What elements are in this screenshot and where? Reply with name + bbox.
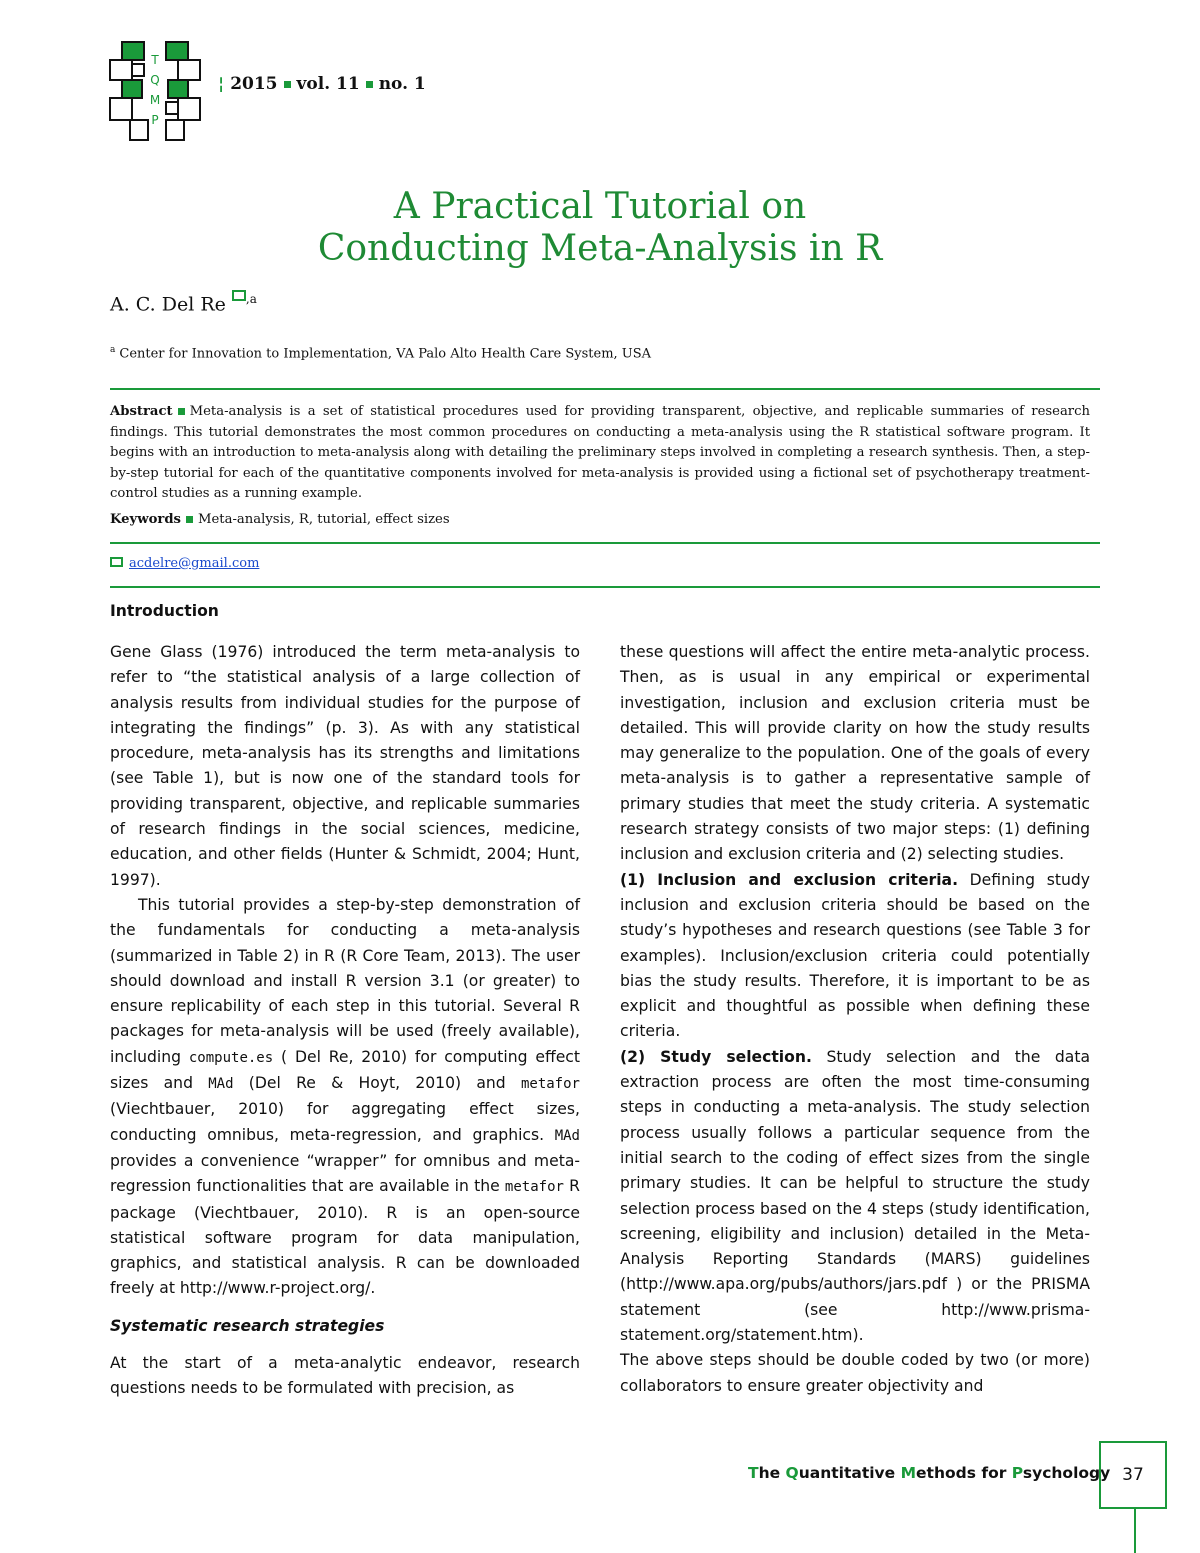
journal-name-part: uantitative <box>798 1464 901 1482</box>
paragraph: Gene Glass (1976) introduced the term meta-analysis to refer to “the statistical analysis of a large collection of analysis results from individual studies for the purpose of integrating the findings” (p. 3). As with any statistical procedure, meta-analysis has its strengths and limitations (see Table 1), but is now one of the standard tools for providing transparent, objective, and replicable summaries of research findings in the social sciences, medicine, education, and other fields (Hunter & Schmidt, 2004; Hunt, 1997). <box>110 643 580 889</box>
abstract <box>110 402 1090 505</box>
issue-divider: ¦ <box>218 74 225 94</box>
paragraph <box>620 868 1090 1045</box>
journal-name-part: T <box>748 1464 759 1482</box>
separator-square-icon <box>366 81 373 88</box>
package-name: MAd <box>554 1127 580 1144</box>
journal-name-part: M <box>900 1464 917 1482</box>
issue-number: no. 1 <box>378 74 426 94</box>
contact-email <box>110 556 259 571</box>
step-label: (1) Inclusion and exclusion criteria. <box>620 870 958 889</box>
affiliation-text: Center for Innovation to Implementation, VA Palo Alto Health Care System, USA <box>119 346 652 362</box>
text-run: (Viechtbauer, 2010) for aggregating effect sizes, conducting omnibus, meta-regression, and graphics. <box>110 1100 580 1144</box>
keywords-text: Meta-analysis, R, tutorial, effect sizes <box>197 512 450 527</box>
author-affil-mark: ,a <box>245 292 257 306</box>
affiliation-mark: a <box>110 345 116 355</box>
paragraph: The above steps should be double coded by two (or more) collaborators to ensure greater objectivity and <box>620 1351 1090 1395</box>
text-run: This tutorial provides a step-by-step demonstration of the fundamentals for conducting a meta-analysis (summarized in Table 2) in R (R Core Team, 2013). The user should download and install R version 3.1 (or greater) to ensure replicability of each step in this tutorial. Several R packages for meta-analysis will be used (freely available), including <box>110 895 580 1066</box>
section-heading-introduction: Introduction <box>110 602 219 620</box>
mail-icon[interactable] <box>232 290 246 301</box>
title-line-1: A Practical Tutorial on <box>393 186 807 227</box>
page-marker-line <box>1134 1509 1136 1553</box>
text-run: provides a convenience “wrapper” for omnibus and meta-regression functionalities that are available in the <box>110 1151 580 1196</box>
logo-letter-m: M <box>149 93 161 107</box>
separator-square-icon <box>186 516 193 523</box>
issue-year: 2015 <box>230 74 278 94</box>
mail-icon <box>110 557 123 567</box>
author-line <box>110 292 257 315</box>
text-run: Defining study inclusion and exclusion criteria should be based on the study’s hypotheses and research questions (see Table 3 for examples). Inclusion/exclusion criteria could potentially bias the study results. Therefore, it is important to be as explicit and thoughtful as possible when defining these criteria. <box>620 870 1090 1041</box>
issue-volume: vol. 11 <box>296 74 360 94</box>
journal-name <box>748 1464 1110 1482</box>
journal-name-part: ethods for <box>916 1464 1012 1482</box>
separator-square-icon <box>178 408 185 415</box>
package-name: compute.es <box>188 1049 274 1066</box>
author-name: A. C. Del Re <box>110 293 226 316</box>
paragraph <box>620 1045 1090 1349</box>
paragraph: these questions will affect the entire meta-analytic process. Then, as is usual in any empirical or experimental investigation, inclusion and exclusion criteria must be detailed. This will provide clarity on how the study results may generalize to the population. One of the goals of every meta-analysis is to gather a representative sample of primary studies that meet the study criteria. A systematic research strategy consists of two major steps: (1) defining inclusion and exclusion criteria and (2) selecting studies. <box>620 643 1090 864</box>
body-column-left <box>110 640 580 1402</box>
journal-name-part: Q <box>785 1464 799 1482</box>
paper-title <box>0 186 1200 270</box>
affiliation <box>110 345 651 361</box>
logo-letter-p: P <box>151 113 159 127</box>
keywords-label: Keywords <box>110 512 181 527</box>
logo-letter-q: Q <box>150 73 160 87</box>
paragraph: At the start of a meta-analytic endeavor, research questions needs to be formulated with precision, as <box>110 1354 580 1398</box>
divider-bottom <box>110 586 1100 588</box>
abstract-label: Abstract <box>110 404 173 419</box>
email-link[interactable]: acdelre@gmail.com <box>129 556 260 571</box>
logo-letter-t: T <box>151 53 159 67</box>
text-run: (Del Re & Hoyt, 2010) and <box>233 1074 521 1093</box>
abstract-text: Meta-analysis is a set of statistical procedures used for providing transparent, objective, and replicable summaries of research findings. This tutorial demonstrates the most common procedures on conducting a meta-analysis using the R statistical software program. It begins with an introduction to meta-analysis along with detailing the preliminary steps involved in completing a research synthesis. Then, a step-by-step tutorial for each of the quantitative components involved for meta-analysis is provided using a fictional set of psychotherapy treatment-control studies as a running example. <box>110 404 1090 501</box>
issue-info <box>218 74 426 94</box>
separator-square-icon <box>284 81 291 88</box>
text-run: R package (Viechtbauer, 2010). R is an open-source statistical software program for data manipulation, graphics, and statistical analysis. R can be downloaded freely at http://www.r-project.org/. <box>110 1177 580 1298</box>
step-label: (2) Study selection. <box>620 1047 812 1066</box>
body-column-right <box>620 640 1090 1399</box>
package-name: MAd <box>208 1076 234 1093</box>
text-run: Study selection and the data extraction process are often the most time-consuming steps in conducting a meta-analysis. The study selection process usually follows a particular sequence from the initial search to the coding of effect sizes from the single primary studies. It can be helpful to structure the study selection process based on the 4 steps (study identification, screening, eligibility and inclusion) detailed in the Meta-Analysis Reporting Standards (MARS) guidelines (http://www.apa.org/pubs/authors/jars.pdf ) or the PRISMA statement (see http://www.prisma-statement.org/statement.htm). <box>620 1047 1091 1345</box>
journal-name-part: he <box>758 1464 786 1482</box>
divider-middle <box>110 542 1100 544</box>
subsection-heading: Systematic research strategies <box>110 1316 385 1335</box>
paragraph <box>110 893 580 1302</box>
divider-top <box>110 388 1100 390</box>
page-number: 37 <box>1099 1441 1167 1509</box>
title-line-2: Conducting Meta-Analysis in R <box>317 228 883 269</box>
keywords <box>110 512 450 527</box>
journal-name-part: sychology <box>1022 1464 1111 1482</box>
package-name: metafor <box>504 1179 564 1196</box>
journal-name-part: P <box>1011 1464 1023 1482</box>
journal-logo <box>108 40 204 144</box>
text-run: ( Del Re, 2010) for computing effect sizes and <box>110 1047 580 1093</box>
package-name: metafor <box>520 1076 580 1093</box>
